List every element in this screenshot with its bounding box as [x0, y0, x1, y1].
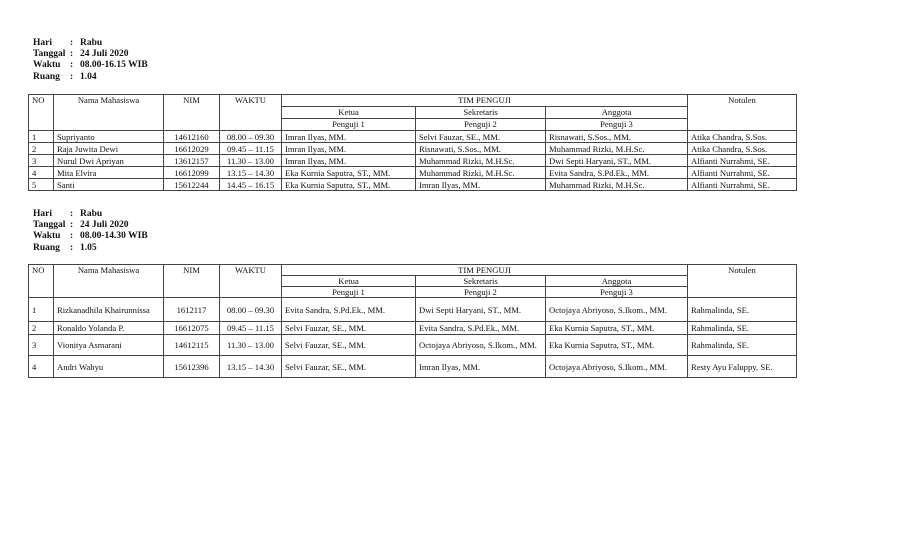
header-ketua: Ketua [282, 107, 416, 119]
cell-nim: 13612157 [164, 155, 220, 167]
header-anggota: Anggota [546, 107, 688, 119]
cell-waktu: 13.15 – 14.30 [220, 167, 282, 179]
info-label: Waktu [33, 231, 61, 242]
info-row: Ruang : 1.04 [33, 71, 97, 82]
cell-no: 1 [29, 131, 54, 143]
cell-anggota: Octojaya Abriyoso, S.Ikom., MM. [546, 298, 688, 322]
cell-anggota: Muhammad Rizki, M.H.Sc. [546, 143, 688, 155]
info-row: Waktu : 08.00-14.30 WIB [33, 231, 148, 242]
info-value: 24 Juli 2020 [80, 49, 129, 60]
cell-ketua: Selvi Fauzar, SE., MM. [282, 322, 416, 335]
cell-no: 3 [29, 335, 54, 356]
info-value: Rabu [80, 38, 103, 48]
cell-notulen: Atika Chandra, S.Sos. [688, 131, 797, 143]
table-row [29, 298, 797, 322]
info-label: Ruang [33, 242, 60, 253]
info-value: 08.00-16.15 WIB [80, 60, 148, 71]
cell-sekretaris: Imran Ilyas, MM. [416, 179, 546, 191]
cell-notulen: Rahmalinda, SE. [688, 298, 797, 322]
cell-anggota: Dwi Septi Haryani, ST., MM. [546, 155, 688, 167]
cell-no: 3 [29, 155, 54, 167]
cell-nim: 15612396 [164, 356, 220, 378]
cell-no: 4 [29, 356, 54, 378]
header-penguji-2: Penguji 2 [416, 119, 546, 131]
cell-no: 5 [29, 179, 54, 191]
cell-nim: 15612244 [164, 179, 220, 191]
table-row [29, 131, 797, 143]
cell-notulen: Resty Ayu Faluppy, SE. [688, 356, 797, 378]
header-anggota: Anggota [546, 276, 688, 287]
table-row [29, 167, 797, 179]
cell-sekretaris: Muhammad Rizki, M.H.Sc. [416, 167, 546, 179]
info-row: Hari : Rabu [33, 38, 103, 48]
cell-waktu: 08.00 – 09.30 [220, 298, 282, 322]
cell-anggota: Risnawati, S.Sos., MM. [546, 131, 688, 143]
session-1-info [33, 38, 148, 83]
cell-anggota: Muhammad Rizki, M.H.Sc. [546, 179, 688, 191]
table-row [29, 179, 797, 191]
info-value: 1.05 [80, 242, 97, 253]
cell-nama: Ronaldo Yolanda P. [54, 322, 164, 335]
cell-anggota: Evita Sandra, S.Pd.Ek., MM. [546, 167, 688, 179]
cell-no: 2 [29, 143, 54, 155]
cell-nama: Raja Juwita Dewi [54, 143, 164, 155]
cell-sekretaris: Octojaya Abriyoso, S.Ikom., MM. [416, 335, 546, 356]
cell-ketua: Imran Ilyas, MM. [282, 143, 416, 155]
cell-notulen: Alfianti Nurrahmi, SE. [688, 167, 797, 179]
cell-notulen: Alfianti Nurrahmi, SE. [688, 179, 797, 191]
info-label: Waktu [33, 60, 61, 71]
header-tim-penguji: TIM PENGUJI [282, 95, 688, 107]
header-sekretaris: Sekretaris [416, 107, 546, 119]
cell-anggota: Eka Kurnia Saputra, ST., MM. [546, 335, 688, 356]
header-penguji-3: Penguji 3 [546, 119, 688, 131]
cell-nama: Andri Wahyu [54, 356, 164, 378]
cell-sekretaris: Muhammad Rizki, M.H.Sc. [416, 155, 546, 167]
session-1-table [28, 94, 797, 191]
table-row [29, 322, 797, 335]
cell-ketua: Imran Ilyas, MM. [282, 155, 416, 167]
info-row: Tanggal : 24 Juli 2020 [33, 220, 129, 231]
cell-nim: 16612075 [164, 322, 220, 335]
cell-sekretaris: Risnawati, S.Sos., MM. [416, 143, 546, 155]
cell-waktu: 08.00 – 09.30 [220, 131, 282, 143]
info-label: Hari [33, 209, 52, 219]
session-2-info [33, 209, 148, 254]
cell-sekretaris: Selvi Fauzar, SE., MM. [416, 131, 546, 143]
header-penguji-3: Penguji 3 [546, 287, 688, 298]
info-value: Rabu [80, 209, 103, 219]
cell-sekretaris: Imran Ilyas, MM. [416, 356, 546, 378]
table-row [29, 356, 797, 378]
cell-ketua: Eka Kurnia Saputra, ST., MM. [282, 179, 416, 191]
header-notulen: Notulen [688, 265, 797, 298]
cell-nim: 14612115 [164, 335, 220, 356]
cell-nim: 14612160 [164, 131, 220, 143]
header-nama: Nama Mahasiswa [54, 265, 164, 298]
info-label: Tanggal [33, 49, 66, 60]
header-sekretaris: Sekretaris [416, 276, 546, 287]
cell-waktu: 11.30 – 13.00 [220, 155, 282, 167]
info-row: Waktu : 08.00-16.15 WIB [33, 60, 148, 71]
header-waktu: WAKTU [220, 265, 282, 298]
cell-waktu: 11.30 – 13.00 [220, 335, 282, 356]
info-row: Tanggal : 24 Juli 2020 [33, 49, 129, 60]
header-nim: NIM [164, 95, 220, 131]
cell-anggota: Eka Kurnia Saputra, ST., MM. [546, 322, 688, 335]
cell-anggota: Octojaya Abriyoso, S.Ikom., MM. [546, 356, 688, 378]
cell-ketua: Imran Ilyas, MM. [282, 131, 416, 143]
cell-notulen: Rahmalinda, SE. [688, 322, 797, 335]
cell-nama: Santi [54, 179, 164, 191]
table-row [29, 155, 797, 167]
info-value: 08.00-14.30 WIB [80, 231, 148, 242]
header-penguji-1: Penguji 1 [282, 287, 416, 298]
header-no: NO [29, 95, 54, 131]
cell-no: 2 [29, 322, 54, 335]
info-label: Hari [33, 38, 52, 48]
cell-notulen: Alfianti Nurrahmi, SE. [688, 155, 797, 167]
header-penguji-2: Penguji 2 [416, 287, 546, 298]
cell-nama: Rizkanadhila Khairunnissa [54, 298, 164, 322]
table-row [29, 335, 797, 356]
cell-ketua: Evita Sandra, S.Pd.Ek., MM. [282, 298, 416, 322]
info-row: Hari : Rabu [33, 209, 103, 219]
header-waktu: WAKTU [220, 95, 282, 131]
header-penguji-1: Penguji 1 [282, 119, 416, 131]
info-label: Tanggal [33, 220, 66, 231]
cell-notulen: Rahmalinda, SE. [688, 335, 797, 356]
cell-ketua: Selvi Fauzar, SE., MM. [282, 356, 416, 378]
cell-nama: Supriyanto [54, 131, 164, 143]
cell-waktu: 09.45 – 11.15 [220, 143, 282, 155]
info-row: Ruang : 1.05 [33, 242, 97, 253]
cell-nim: 1612117 [164, 298, 220, 322]
session-2-table [28, 264, 797, 378]
header-nama: Nama Mahasiswa [54, 95, 164, 131]
cell-sekretaris: Dwi Septi Haryani, ST., MM. [416, 298, 546, 322]
cell-ketua: Eka Kurnia Saputra, ST., MM. [282, 167, 416, 179]
cell-nim: 16612029 [164, 143, 220, 155]
info-value: 24 Juli 2020 [80, 220, 129, 231]
cell-nama: Mita Elvira [54, 167, 164, 179]
info-value: 1.04 [80, 71, 97, 82]
cell-no: 4 [29, 167, 54, 179]
cell-nim: 16612099 [164, 167, 220, 179]
cell-notulen: Atika Chandra, S.Sos. [688, 143, 797, 155]
cell-waktu: 14.45 – 16.15 [220, 179, 282, 191]
header-ketua: Ketua [282, 276, 416, 287]
cell-nama: Nurul Dwi Apriyan [54, 155, 164, 167]
cell-waktu: 09.45 – 11.15 [220, 322, 282, 335]
cell-waktu: 13.15 – 14.30 [220, 356, 282, 378]
info-label: Ruang [33, 71, 60, 82]
cell-no: 1 [29, 298, 54, 322]
table-row [29, 143, 797, 155]
header-tim-penguji: TIM PENGUJI [282, 265, 688, 276]
header-nim: NIM [164, 265, 220, 298]
cell-sekretaris: Evita Sandra, S.Pd.Ek., MM. [416, 322, 546, 335]
header-no: NO [29, 265, 54, 298]
cell-nama: Vionitya Asmarani [54, 335, 164, 356]
cell-ketua: Selvi Fauzar, SE., MM. [282, 335, 416, 356]
header-notulen: Notulen [688, 95, 797, 131]
